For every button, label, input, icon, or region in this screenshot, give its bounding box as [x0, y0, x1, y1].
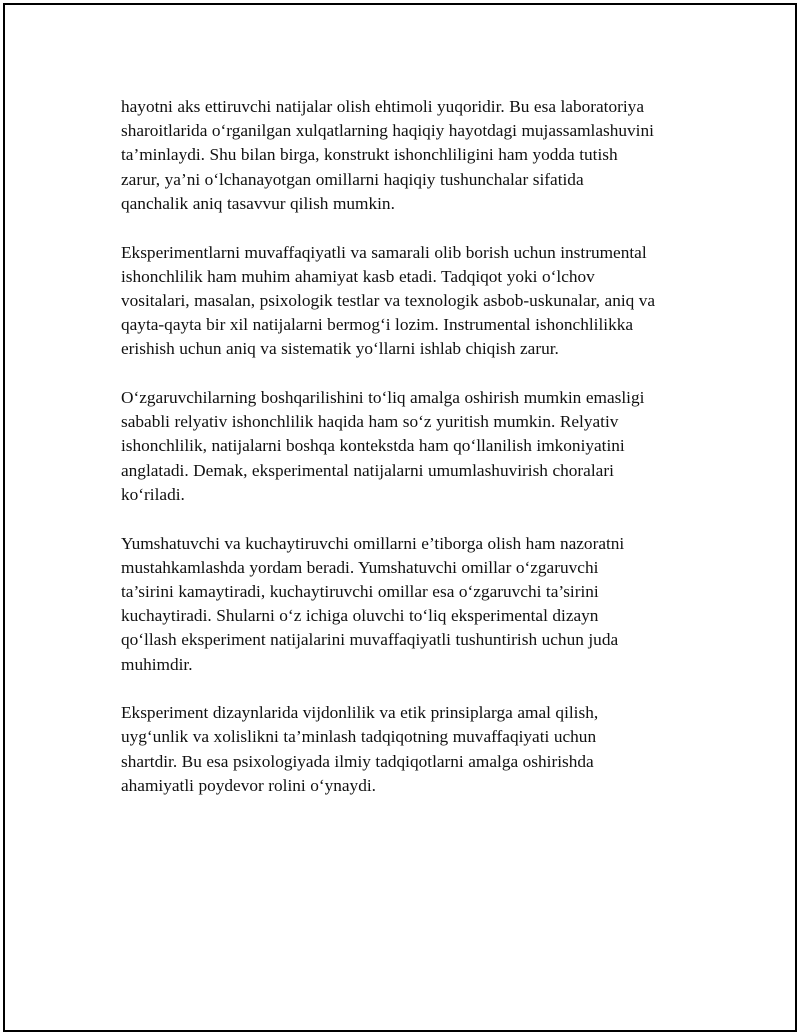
text-line: qayta-qayta bir xil natijalarni bermog‘i lozim. Instrumental ishonchlilikka — [121, 315, 634, 335]
text-line: ko‘riladi. — [121, 484, 185, 504]
text-line: qo‘llash eksperiment natijalarini muvaffaqiyatli tushuntirish uchun juda — [121, 630, 619, 650]
text-line: Eksperiment dizaynlarida vijdonlilik va etik prinsiplarga amal qilish, — [121, 703, 599, 723]
text-line: ta’sirini kamaytiradi, kuchaytiruvchi omillar esa o‘zgaruvchi ta’sirini — [121, 581, 599, 601]
document-body — [121, 95, 711, 823]
text-line: erishish uchun aniq va sistematik yo‘llarni ishlab chiqish zarur. — [121, 339, 559, 359]
text-line: qanchalik aniq tasavvur qilish mumkin. — [121, 193, 395, 213]
text-line: sababli relyativ ishonchlilik haqida ham so‘z yuritish mumkin. Relyativ — [121, 412, 619, 432]
text-line: mustahkamlashda yordam beradi. Yumshatuvchi omillar o‘zgaruvchi — [121, 557, 599, 577]
paragraph-4 — [121, 532, 711, 677]
text-line: ahamiyatli poydevor rolini o‘ynaydi. — [121, 775, 376, 795]
paragraph-3 — [121, 386, 711, 507]
text-line: hayotni aks ettiruvchi natijalar olish ehtimoli yuqoridir. Bu esa laboratoriya — [121, 97, 644, 116]
text-line: ishonchlilik, natijalarni boshqa kontekstda ham qo‘llanilish imkoniyatini — [121, 436, 625, 456]
text-line: vositalari, masalan, psixologik testlar va texnologik asbob-uskunalar, aniq va — [121, 290, 656, 310]
document-page — [3, 3, 797, 1032]
text-line: O‘zgaruvchilarning boshqarilishini to‘liq amalga oshirish mumkin emasligi — [121, 388, 645, 408]
text-line: zarur, ya’ni o‘lchanayotgan omillarni haqiqiy tushunchalar sifatida — [121, 169, 584, 189]
paragraph-2 — [121, 241, 711, 362]
text-line: ishonchlilik ham muhim ahamiyat kasb etadi. Tadqiqot yoki o‘lchov — [121, 266, 595, 286]
text-line: muhimdir. — [121, 654, 193, 674]
paragraph-1 — [121, 95, 711, 216]
text-line: Yumshatuvchi va kuchaytiruvchi omillarni e’tiborga olish ham nazoratni — [121, 533, 625, 553]
text-line: shartdir. Bu esa psixologiyada ilmiy tadqiqotlarni amalga oshirishda — [121, 751, 594, 771]
text-line: ta’minlaydi. Shu bilan birga, konstrukt ishonchliligini ham yodda tutish — [121, 145, 618, 165]
text-line: Eksperimentlarni muvaffaqiyatli va samarali olib borish uchun instrumental — [121, 242, 647, 262]
paragraph-5 — [121, 701, 711, 798]
text-line: sharoitlarida o‘rganilgan xulqatlarning haqiqiy hayotdagi mujassamlashuvini — [121, 121, 654, 141]
text-line: uyg‘unlik va xolislikni ta’minlash tadqiqotning muvaffaqiyati uchun — [121, 727, 597, 747]
text-line: anglatadi. Demak, eksperimental natijalarni umumlashuvirish choralari — [121, 460, 614, 480]
text-line: kuchaytiradi. Shularni o‘z ichiga oluvchi to‘liq eksperimental dizayn — [121, 606, 599, 626]
